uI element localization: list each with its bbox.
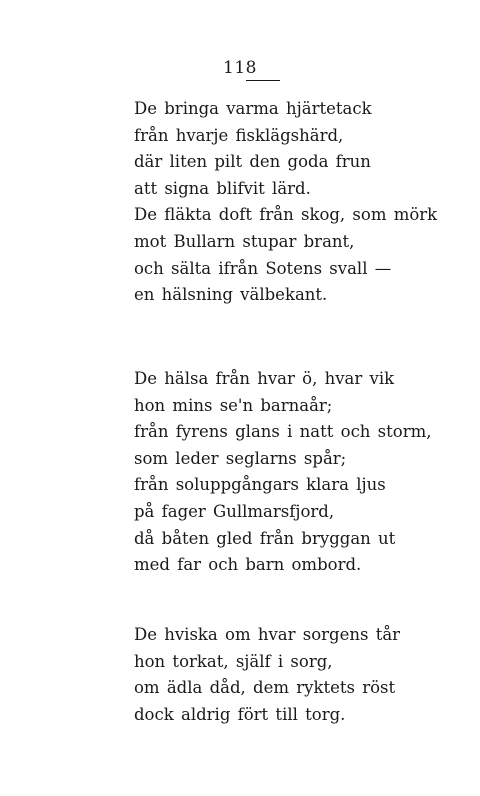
- poem-line: från soluppgångars klara ljus: [134, 475, 386, 495]
- poem-line: som leder seglarns spår;: [134, 448, 347, 468]
- stanza-3: [134, 622, 400, 728]
- poem-line: hon mins se'n barnaår;: [134, 395, 333, 415]
- poem-line: på fager Gullmarsfjord,: [134, 501, 335, 521]
- stanza-1: [134, 96, 437, 309]
- poem-line: då båten gled från bryggan ut: [134, 528, 396, 548]
- page-number: 118: [223, 58, 257, 78]
- stanza-2: [134, 366, 432, 579]
- poem-line: från fyrens glans i natt och storm,: [134, 422, 432, 442]
- poem-line: där liten pilt den goda frun: [134, 152, 371, 172]
- poem-line: De hälsa från hvar ö, hvar vik: [134, 369, 395, 388]
- poem-line: De fläkta doft från skog, som mörk: [134, 205, 438, 225]
- page-number-rule: [246, 80, 280, 81]
- poem-line: med far och barn ombord.: [134, 555, 362, 575]
- poem-line: att signa blifvit lärd.: [134, 178, 311, 198]
- poem-line: om ädla dåd, dem ryktets röst: [134, 678, 396, 698]
- poem-line: en hälsning välbekant.: [134, 285, 328, 305]
- poem-line: De bringa varma hjärtetack: [134, 99, 372, 118]
- poem-line: från hvarje fisklägshärd,: [134, 125, 344, 145]
- poem-line: dock aldrig fört till torg.: [134, 704, 346, 724]
- poem-line: hon torkat, själf i sorg,: [134, 651, 333, 671]
- poem-line: De hviska om hvar sorgens tår: [134, 625, 401, 644]
- poem-line: mot Bullarn stupar brant,: [134, 231, 355, 251]
- poem-line: och sälta ifrån Sotens svall —: [134, 258, 392, 278]
